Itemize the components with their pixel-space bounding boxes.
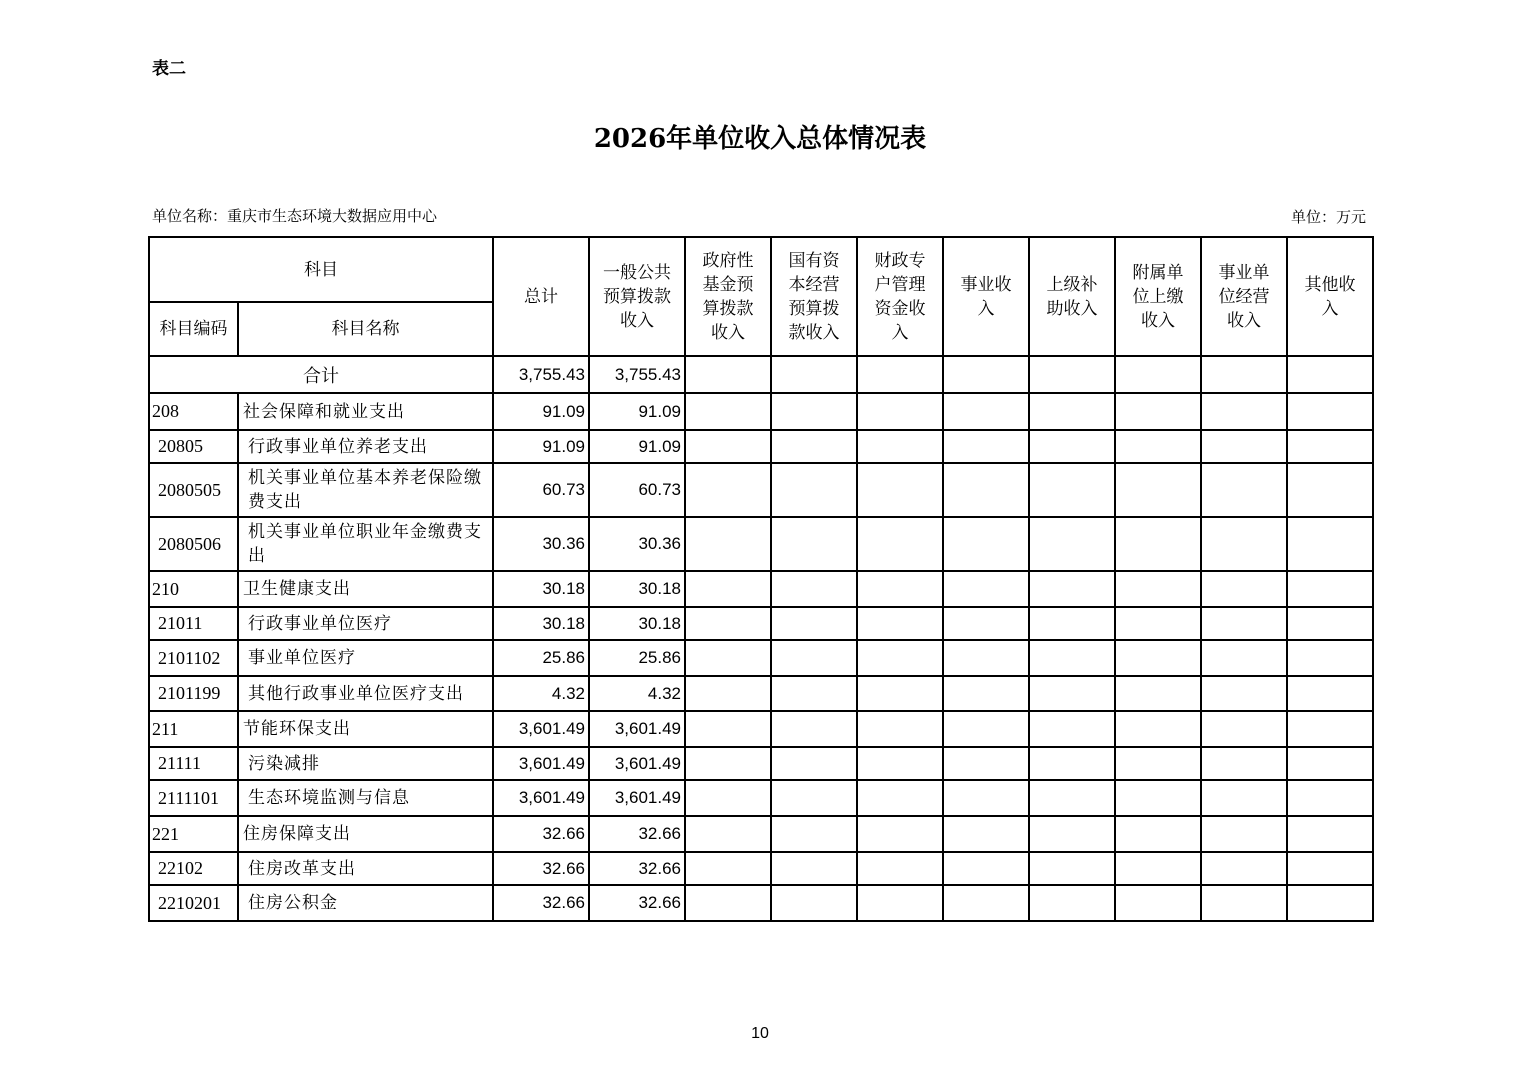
table-row	[149, 852, 1373, 885]
table-row	[149, 816, 1373, 852]
table-row	[149, 885, 1373, 921]
general-budget-cell: 91.09	[589, 430, 685, 463]
header-other: 其他收入	[1287, 237, 1373, 356]
total-cell: 25.86	[493, 640, 589, 676]
total-cell: 3,601.49	[493, 747, 589, 780]
total-label: 合计	[149, 356, 493, 393]
code-cell: 21111	[149, 747, 238, 780]
total-cell: 91.09	[493, 430, 589, 463]
unit-name: 单位名称：重庆市生态环境大数据应用中心	[152, 207, 438, 225]
code-cell: 208	[149, 393, 238, 430]
code-cell: 211	[149, 711, 238, 747]
name-cell: 其他行政事业单位医疗支出	[238, 676, 493, 711]
total-cell: 3,601.49	[493, 711, 589, 747]
page-title: 2026年单位收入总体情况表	[593, 124, 927, 154]
total-cell: 30.18	[493, 571, 589, 607]
code-cell: 2210201	[149, 885, 238, 921]
header-gov-fund: 政府性基金预算拨款收入	[685, 237, 771, 356]
code-cell: 2080506	[149, 517, 238, 571]
general-budget-cell: 4.32	[589, 676, 685, 711]
general-budget-cell: 30.18	[589, 571, 685, 607]
general-budget-cell: 32.66	[589, 816, 685, 852]
name-cell: 住房改革支出	[238, 852, 493, 885]
table-row	[149, 430, 1373, 463]
header-affiliated: 附属单位上缴收入	[1115, 237, 1201, 356]
header-general-budget: 一般公共预算拨款收入	[589, 237, 685, 356]
table-row	[149, 393, 1373, 430]
code-cell: 2101199	[149, 676, 238, 711]
currency-unit: 单位：万元	[1290, 208, 1366, 226]
page-number: 10	[751, 1025, 769, 1042]
total-row	[149, 356, 1373, 393]
total-cell: 32.66	[493, 816, 589, 852]
header-subject-group: 科目	[149, 237, 493, 302]
name-cell: 污染减排	[238, 747, 493, 780]
income-table	[148, 236, 1374, 922]
total-cell: 30.36	[493, 517, 589, 571]
code-cell: 221	[149, 816, 238, 852]
table-row	[149, 640, 1373, 676]
header-state-capital: 国有资本经营预算拨款收入	[771, 237, 857, 356]
name-cell: 卫生健康支出	[238, 571, 493, 607]
code-cell: 20805	[149, 430, 238, 463]
general-budget-cell: 3,601.49	[589, 711, 685, 747]
code-cell: 2111101	[149, 780, 238, 816]
name-cell: 行政事业单位医疗	[238, 607, 493, 640]
total-cell: 91.09	[493, 393, 589, 430]
code-cell: 21011	[149, 607, 238, 640]
general-budget-cell: 3,601.49	[589, 747, 685, 780]
name-cell: 住房公积金	[238, 885, 493, 921]
header-business-operation: 事业单位经营收入	[1201, 237, 1287, 356]
general-budget-cell: 91.09	[589, 393, 685, 430]
total-cell: 30.18	[493, 607, 589, 640]
total-cell: 3,601.49	[493, 780, 589, 816]
general-budget-cell: 30.18	[589, 607, 685, 640]
general-budget-cell: 30.36	[589, 517, 685, 571]
header-superior-subsidy: 上级补助收入	[1029, 237, 1115, 356]
general-budget-cell: 32.66	[589, 852, 685, 885]
header-business: 事业收入	[943, 237, 1029, 356]
general-budget-cell: 25.86	[589, 640, 685, 676]
table-row	[149, 463, 1373, 517]
name-cell: 生态环境监测与信息	[238, 780, 493, 816]
name-cell: 机关事业单位职业年金缴费支出	[238, 517, 493, 571]
total-cell: 3,755.43	[493, 356, 589, 393]
name-cell: 行政事业单位养老支出	[238, 430, 493, 463]
table-row	[149, 676, 1373, 711]
total-cell: 32.66	[493, 852, 589, 885]
name-cell: 机关事业单位基本养老保险缴费支出	[238, 463, 493, 517]
table-row	[149, 607, 1373, 640]
total-cell: 4.32	[493, 676, 589, 711]
code-cell: 2101102	[149, 640, 238, 676]
header-code: 科目编码	[149, 302, 238, 356]
general-budget-cell: 3,755.43	[589, 356, 685, 393]
name-cell: 住房保障支出	[238, 816, 493, 852]
header-name: 科目名称	[238, 302, 493, 356]
table-row	[149, 571, 1373, 607]
name-cell: 事业单位医疗	[238, 640, 493, 676]
table-row	[149, 517, 1373, 571]
code-cell: 22102	[149, 852, 238, 885]
code-cell: 210	[149, 571, 238, 607]
general-budget-cell: 3,601.49	[589, 780, 685, 816]
table-row	[149, 711, 1373, 747]
total-cell: 32.66	[493, 885, 589, 921]
name-cell: 节能环保支出	[238, 711, 493, 747]
table-row	[149, 747, 1373, 780]
header-special-account: 财政专户管理资金收入	[857, 237, 943, 356]
general-budget-cell: 32.66	[589, 885, 685, 921]
table-label: 表二	[152, 59, 186, 79]
total-cell: 60.73	[493, 463, 589, 517]
code-cell: 2080505	[149, 463, 238, 517]
name-cell: 社会保障和就业支出	[238, 393, 493, 430]
general-budget-cell: 60.73	[589, 463, 685, 517]
table-row	[149, 780, 1373, 816]
header-total: 总计	[493, 237, 589, 356]
